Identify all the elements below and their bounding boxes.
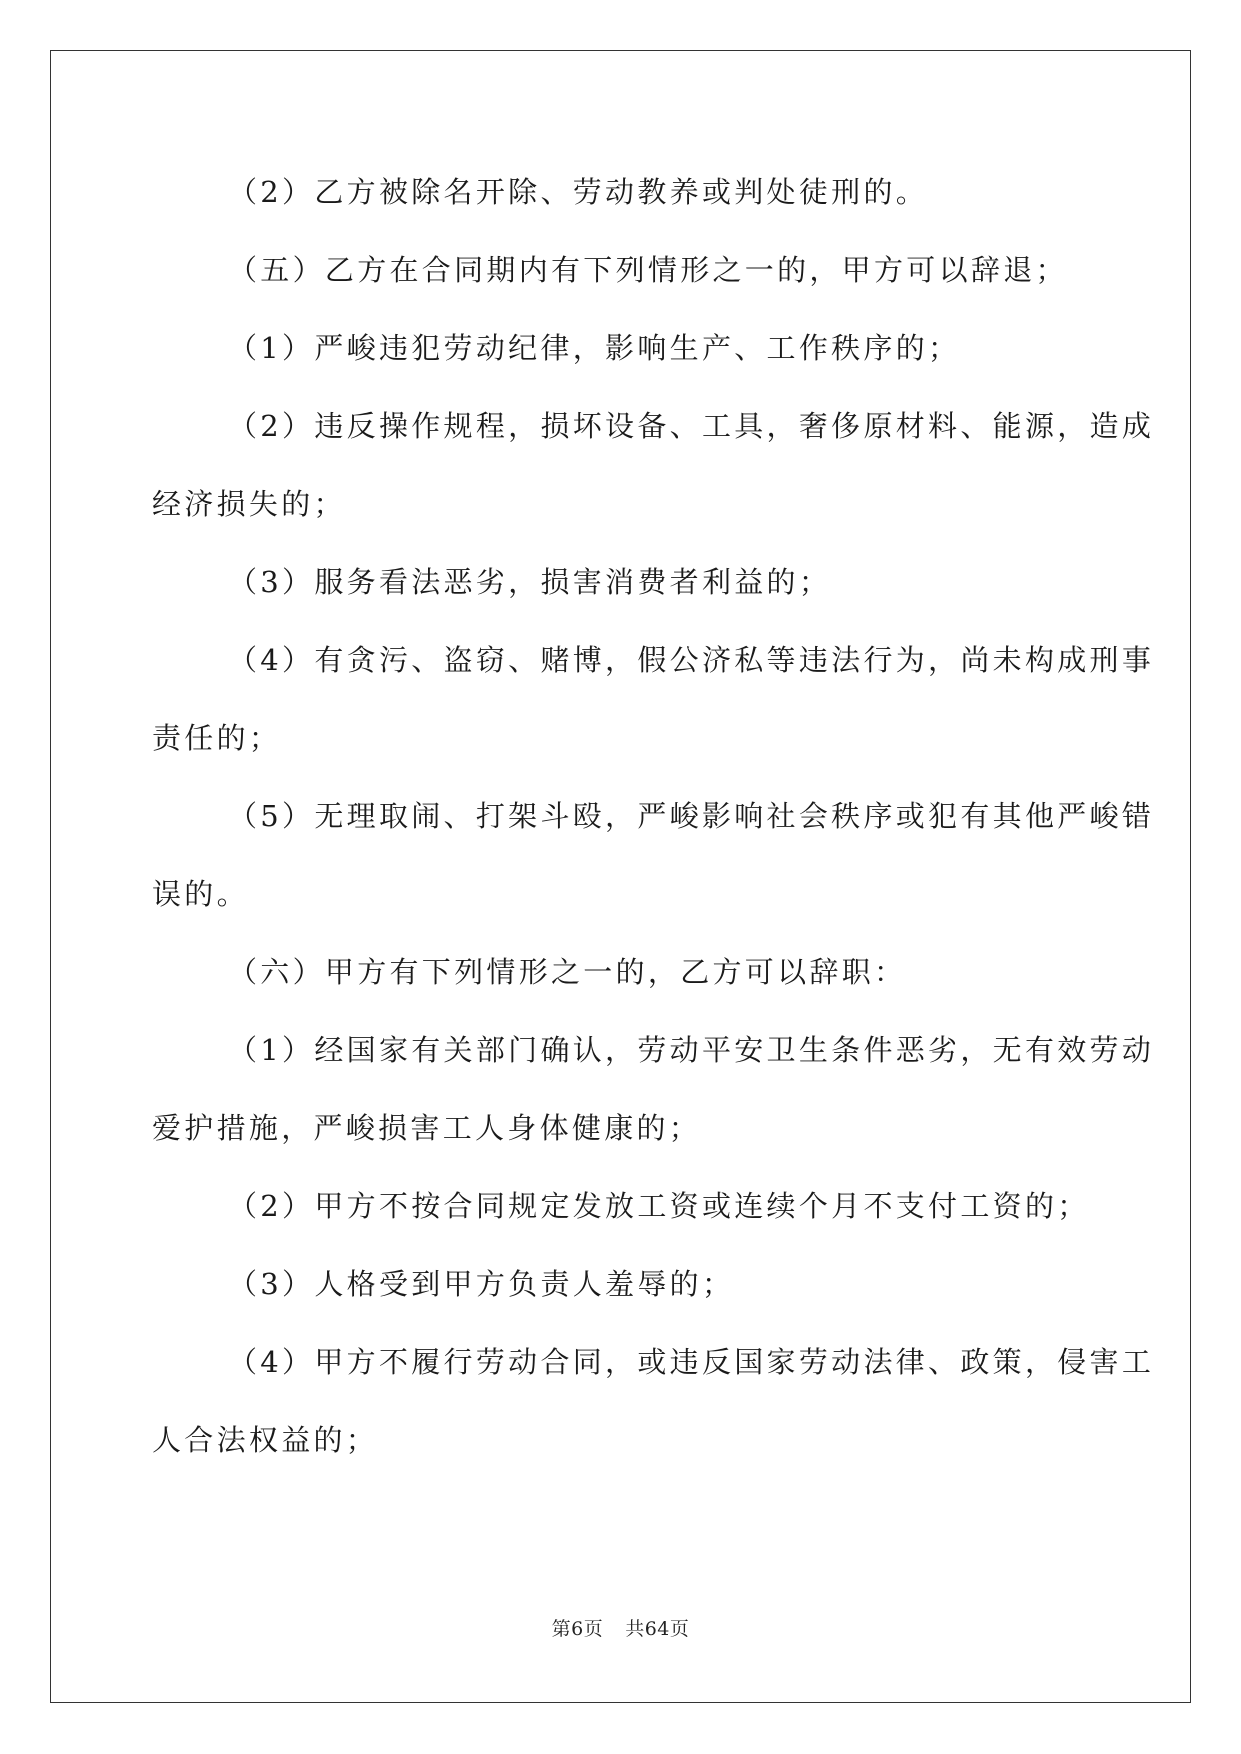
paragraph-line: （六）甲方有下列情形之一的，乙方可以辞职：	[228, 955, 907, 989]
paragraph-line: （3）人格受到甲方负责人羞辱的；	[228, 1267, 735, 1301]
paragraph-line: （2）违反操作规程，损坏设备、工具，奢侈原材料、能源，造成	[228, 409, 1155, 443]
paragraph-line: （3）服务看法恶劣，损害消费者利益的；	[228, 565, 832, 599]
page-number: 第6页	[551, 1618, 604, 1640]
total-pages: 共64页	[625, 1618, 690, 1640]
paragraph-line: 经济损失的；	[152, 487, 346, 521]
paragraph-line: 人合法权益的；	[152, 1423, 379, 1457]
paragraph-line: 误的。	[152, 877, 249, 911]
paragraph-line: 责任的；	[152, 721, 282, 755]
paragraph-line: （4）有贪污、盗窃、赌博，假公济私等违法行为，尚未构成刑事	[228, 643, 1155, 677]
paragraph-line: （2）乙方被除名开除、劳动教养或判处徒刑的。	[228, 175, 929, 209]
paragraph-line: 爱护措施，严峻损害工人身体健康的；	[152, 1111, 702, 1145]
paragraph-line: （1）严峻违犯劳动纪律，影响生产、工作秩序的；	[228, 331, 961, 365]
page-footer	[0, 1620, 1241, 1639]
paragraph-line: （1）经国家有关部门确认，劳动平安卫生条件恶劣，无有效劳动	[228, 1033, 1155, 1067]
paragraph-line: （4）甲方不履行劳动合同，或违反国家劳动法律、政策，侵害工	[228, 1345, 1155, 1379]
paragraph-line: （2）甲方不按合同规定发放工资或连续个月不支付工资的；	[228, 1189, 1090, 1223]
paragraph-line: （5）无理取闹、打架斗殴，严峻影响社会秩序或犯有其他严峻错	[228, 799, 1155, 833]
paragraph-line: （五）乙方在合同期内有下列情形之一的，甲方可以辞退；	[228, 253, 1068, 287]
